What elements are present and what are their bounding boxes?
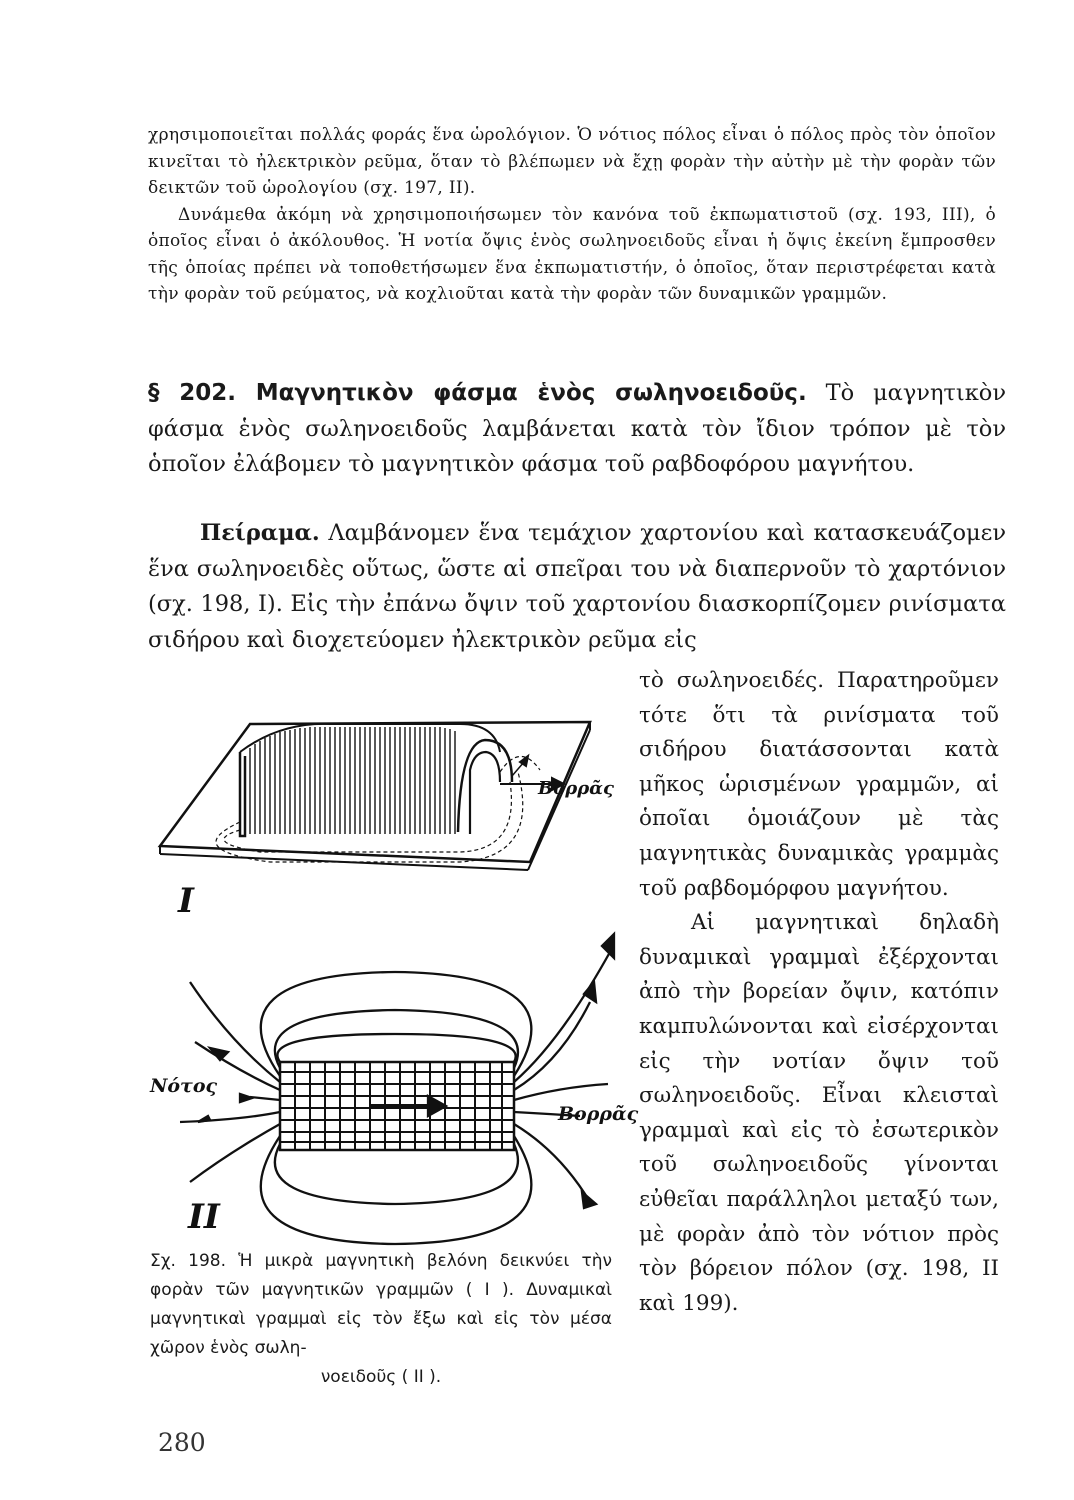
figure-caption [150,1247,612,1392]
figure-198-part-II [180,934,614,1244]
column-text-2: Αἱ μαγνητικαὶ δηλαδὴ δυναμικαὶ γραμμαὶ ἐξέρχονται ἀπὸ τὴν βορείαν ὄψιν, κατόπιν καμπυλώνονται καὶ εἰσέρχονται εἰς τὴν νοτίαν ὄψιν τοῦ σωληνοειδοῦς. Εἶναι κλεισταὶ γραμμαὶ καὶ εἰς τὸ ἐσωτερικὸν τοῦ σωληνοειδοῦς γίνονται εὐθεῖαι παράλληλοι μεταξύ των, μὲ φορὰν ἀπὸ τὸν νότιον πρὸς τὸν βόρειον πόλον (σχ. 198, II καὶ 199). [639,910,999,1316]
intro-text [148,122,996,308]
figure-198-part-I [160,722,590,870]
column-text-1: τὸ σωληνοειδές. Παρατηροῦμεν τότε ὅτι τὰ ρινίσματα τοῦ σιδήρου διατάσσονται κατὰ μῆκος ὡρισμένων γραμμῶν, αἱ ὁποῖαι ὁμοιάζουν μὲ τὰς μαγνητικὰς δυναμικὰς γραμμὰς τοῦ ραβδομόρφου μαγνήτου. [639,668,999,901]
experiment-text: Λαμβάνομεν ἕνα τεμάχιον χαρτονίου καὶ κατασκευάζομεν ἕνα σωληνοειδὲς οὕτως, ὥστε αἱ σπεῖραι του νὰ διαπερνοῦν τὸ χαρτόνιον (σχ. 198, I). Εἰς τὴν ἐπάνω ὄψιν τοῦ χαρτονίου διασκορπίζομεν ρινίσματα σιδήρου καὶ διοχετεύομεν ἠλεκτρικὸν ρεῦμα εἰς [148,520,1007,653]
caption-last-line: νοειδοῦς ( II ). [320,1367,442,1387]
paragraph-1: χρησιμοποιεῖται πολλάς φοράς ἕνα ὡρολόγιον. Ὁ νότιος πόλος εἶναι ὁ πόλος πρὸς τὸν ὁποῖον κινεῖται τὸ ἠλεκτρικὸν ρεῦμα, ὅταν τὸ βλέπωμεν νὰ ἔχῃ φορὰν τὴν αὐτὴν μὲ τὴν φορὰν τῶν δεικτῶν τοῦ ὡρολογίου (σχ. 197, II). [148,125,996,198]
north-label-bottom: Βορρᾶς [558,1103,639,1125]
experiment-paragraph [148,516,1006,658]
north-label-top: Βορρᾶς [538,778,614,799]
figure-label-I: I [178,881,194,921]
right-column [639,664,999,1321]
section-text: Τὸ μαγνητικὸν φάσμα ἑνὸς σωληνοειδοῦς λαμβάνεται κατὰ τὸν ἴδιον τρόπον μὲ τὸν ὁποῖον ἐλάβομεν τὸ μαγνητικὸν φάσμα τοῦ ραβδοφόρου μαγνήτου. [148,380,1006,477]
caption-text: Σχ. 198. Ἡ μικρὰ μαγνητικὴ βελόνη δεικνύει τὴν φορὰν τῶν μαγνητικῶν γραμμῶν ( I ). Δυναμικαὶ μαγνητικαὶ γραμμαὶ εἰς τὸν ἔξω καὶ εἰς τὸν μέσα χῶρον ἑνὸς σωλη- [150,1251,612,1358]
paragraph-2: Δυνάμεθα ἀκόμη νὰ χρησιμοποιήσωμεν τὸν κανόνα τοῦ ἐκπωματιστοῦ (σχ. 193, III), ὁ ὁποῖος εἶναι ὁ ἀκόλουθος. Ἡ νοτία ὄψις ἑνὸς σωληνοειδοῦς εἶναι ἡ ὄψις ἐκείνη ἔμπροσθεν τῆς ὁποίας πρέπει νὰ τοποθετήσωμεν ἕνα ἐκπωματιστήν, ὁ ὁποῖος, ὅταν περιστρέφεται κατὰ τὴν φορὰν τοῦ ρεύματος, νὰ κοχλιοῦται κατὰ τὴν φορὰν τῶν δυναμικῶν γραμμῶν. [148,204,996,304]
section-202 [148,376,1006,483]
figure-198 [140,712,640,1257]
experiment-label: Πείραμα. [200,520,320,546]
page-number: 280 [158,1428,206,1457]
south-label: Νότος [150,1075,218,1097]
section-heading: § 202. Μαγνητικὸν φάσμα ἑνὸς σωληνοειδοῦς. [148,380,807,406]
figure-label-II: II [188,1197,220,1237]
